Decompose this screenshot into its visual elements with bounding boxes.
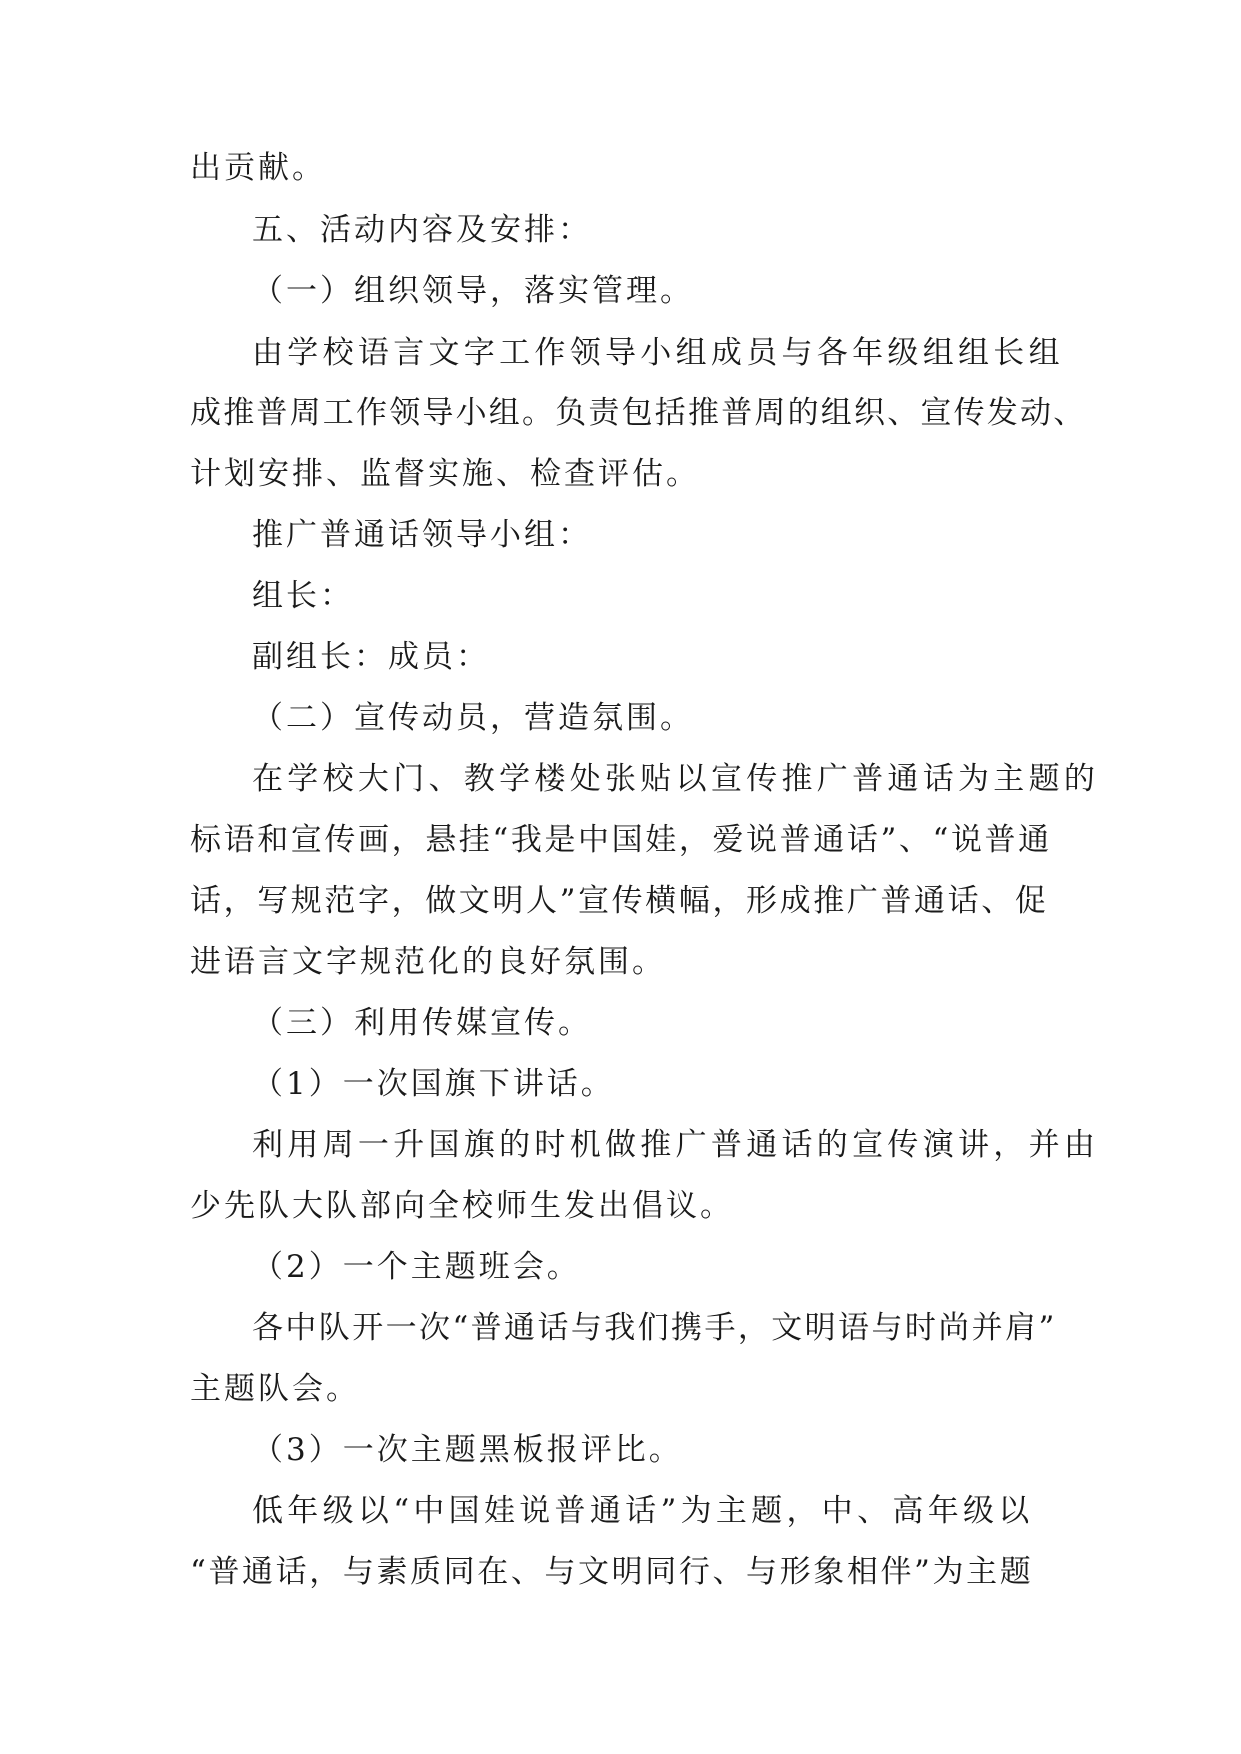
item-heading: （3）一次主题黑板报评比。: [252, 1432, 683, 1468]
subsection-heading: （二）宣传动员，营造氛围。: [252, 700, 694, 736]
paragraph-line: 主题队会。: [190, 1371, 360, 1407]
paragraph-line: 由学校语言文字工作领导小组成员与各年级组组长组: [252, 335, 1064, 371]
section-heading: 五、活动内容及安排：: [252, 212, 592, 248]
paragraph-line: 少先队大队部向全校师生发出倡议。: [190, 1188, 734, 1224]
paragraph-line: 推广普通话领导小组：: [252, 517, 592, 553]
paragraph-line: 成推普周工作领导小组。负责包括推普周的组织、宣传发动、: [190, 395, 1087, 431]
paragraph-line: 利用周一升国旗的时机做推广普通话的宣传演讲，并由: [252, 1127, 1100, 1163]
paragraph-line: 计划安排、监督实施、检查评估。: [190, 456, 700, 492]
subsection-heading: （一）组织领导，落实管理。: [252, 273, 694, 309]
paragraph-line: 标语和宣传画，悬挂“我是中国娃，爱说普通话”、“说普通: [190, 822, 1052, 858]
paragraph-line: 组长：: [252, 578, 354, 614]
paragraph-line: 低年级以“中国娃说普通话”为主题，中、高年级以: [252, 1493, 1034, 1529]
paragraph-line: 副组长：成员：: [252, 639, 490, 675]
paragraph-line: 进语言文字规范化的良好氛围。: [190, 944, 666, 980]
text-line: 出贡献。: [190, 150, 326, 186]
item-heading: （1）一次国旗下讲话。: [252, 1066, 615, 1102]
paragraph-line: 各中队开一次“普通话与我们携手，文明语与时尚并肩”: [252, 1310, 1057, 1346]
paragraph-line: “普通话，与素质同在、与文明同行、与形象相伴”为主题: [190, 1554, 1034, 1590]
paragraph-line: 在学校大门、教学楼处张贴以宣传推广普通话为主题的: [252, 761, 1100, 797]
item-heading: （2）一个主题班会。: [252, 1249, 581, 1285]
paragraph-line: 话，写规范字，做文明人”宣传横幅，形成推广普通话、促: [190, 883, 1049, 919]
subsection-heading: （三）利用传媒宣传。: [252, 1005, 592, 1041]
